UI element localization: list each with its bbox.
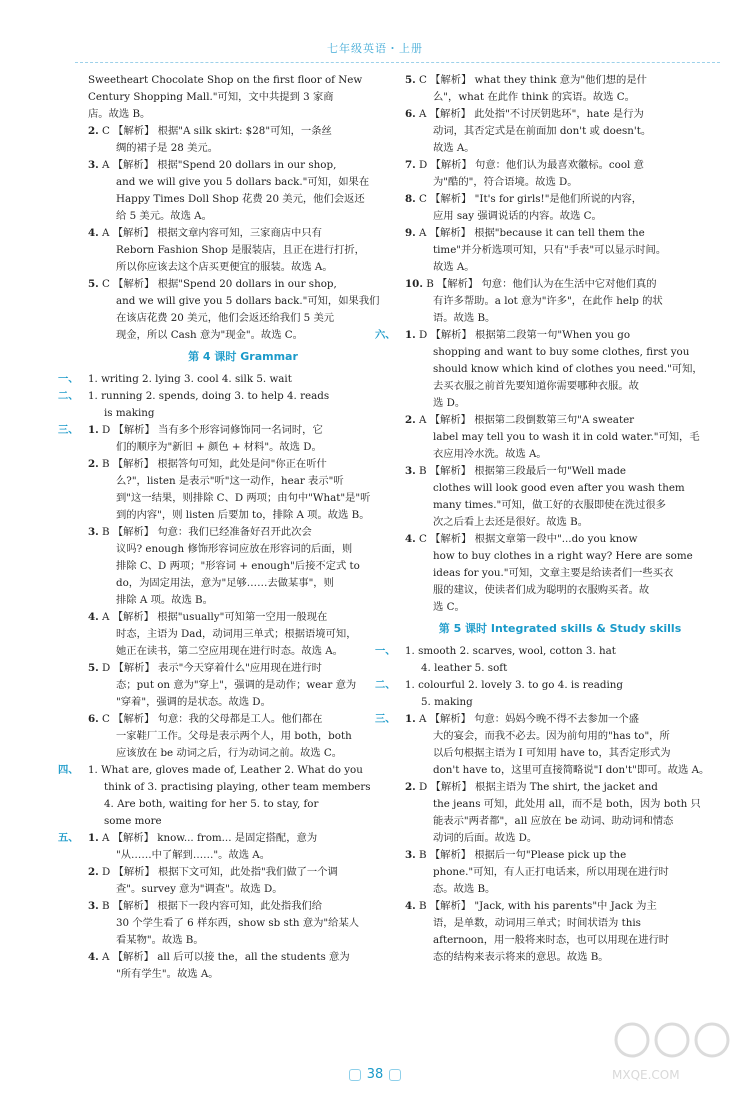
section-label: 五、: [58, 832, 79, 844]
answer-item: [88, 225, 398, 276]
answer-item: [405, 463, 715, 531]
text-line: 绸的裙子是 28 美元。: [116, 142, 219, 154]
answer-item: [405, 191, 715, 225]
text-line: [88, 898, 398, 915]
answer-item: [88, 524, 398, 609]
text-line: 议吗? enough 修饰形容词应放在形容词的后面，则: [116, 543, 353, 555]
text-line: clothes will look good even after you wash them: [433, 482, 685, 494]
item-number: 2.: [88, 458, 99, 470]
answer-item: [88, 422, 398, 456]
text-line: [88, 225, 398, 242]
text-line: [88, 864, 398, 881]
item-text: A 【解析】 根据"because it can tell them the: [419, 227, 645, 239]
item-text: C 【解析】 句意：我的父母都是工人。他们都在: [102, 713, 323, 725]
answer-item: [88, 949, 398, 983]
text-line: [405, 463, 715, 480]
text-line: [405, 157, 715, 174]
text-line: 一家鞋厂工作。父母是表示两个人，用 both，both: [116, 730, 352, 742]
text-line: 去买衣服之前首先要知道你需要哪种衣服。故: [433, 380, 639, 392]
text-line: 给 5 美元。故选 A。: [116, 210, 212, 222]
text-line: 态的结构来表示将来的意思。故选 B。: [433, 951, 609, 963]
text-line: 态。故选 B。: [433, 883, 496, 895]
item-number: 3.: [88, 900, 99, 912]
text-line: afternoon，用一般将来时态，也可以用现在进行时: [433, 934, 670, 946]
section-3: [58, 422, 398, 762]
text-line: 应用 say 强调说话的内容。故选 C。: [433, 210, 602, 222]
section-1: [58, 371, 398, 388]
text-line: [405, 72, 715, 89]
item-text: A 【解析】 all 后可以接 the，all the students 意为: [102, 951, 350, 963]
page-header: 七年级英语・上册: [327, 42, 423, 55]
item-text: C 【解析】 "It's for girls!"是他们所说的内容，: [419, 193, 643, 205]
text-line: some more: [104, 815, 162, 827]
text-line: 她正在读书，第二空应用现在进行时态。故选 A。: [116, 645, 343, 657]
text-line: "所有学生"。故选 A。: [116, 968, 219, 980]
item-number: 1.: [88, 424, 99, 436]
text-line: 么?"，listen 是表示"听"这一动作，hear 表示"听: [116, 475, 344, 487]
section-1: [375, 643, 715, 677]
section-label: 六、: [375, 329, 396, 341]
answer-item: [405, 779, 715, 847]
item-text: C 【解析】 根据"A silk skirt: $28"可知，一条丝: [102, 125, 332, 137]
answer-item: [88, 830, 398, 864]
item-text: A 【解析】 根据"Spend 20 dollars in our shop,: [102, 159, 337, 171]
text-line: [405, 106, 715, 123]
answer-item: [88, 660, 398, 711]
text-line: [88, 422, 398, 439]
text-line: 1. writing 2. lying 3. cool 4. silk 5. wait: [88, 373, 292, 385]
text-line: 1. running 2. spends, doing 3. to help 4. reads: [88, 390, 330, 402]
text-line: [88, 949, 398, 966]
text-line: 故选 A。: [433, 261, 475, 273]
text-line: shopping and want to buy some clothes, first you: [433, 346, 690, 358]
answer-item: [88, 456, 398, 524]
item-number: 6.: [405, 108, 416, 120]
text-line: 选 C。: [433, 601, 465, 613]
item-number: 10.: [405, 278, 423, 290]
item-text: D 【解析】 根据主语为 The shirt, the jacket and: [419, 781, 658, 793]
item-number: 1.: [88, 832, 99, 844]
answer-item: [88, 864, 398, 898]
text-line: 大的宴会，而我不必去。因为前句用的"has to"，所: [433, 730, 670, 742]
item-number: 1.: [405, 713, 416, 725]
section-label: 三、: [375, 713, 396, 725]
text-line: 语。故选 B。: [433, 312, 496, 324]
answer-item: [88, 609, 398, 660]
item-number: 4.: [88, 611, 99, 623]
text-line: Reborn Fashion Shop 是服装店，且正在进行打折，: [116, 244, 365, 256]
text-line: 1. smooth 2. scarves, wool, cotton 3. hat: [405, 645, 616, 657]
text-line: [405, 531, 715, 548]
text-line: many times."可知，做工好的衣服即使在洗过很多: [433, 499, 666, 511]
text-line: 衣应用冷水洗。故选 A。: [433, 448, 547, 460]
answer-item: [405, 157, 715, 191]
item-number: 2.: [88, 866, 99, 878]
text-line: the jeans 可知，此处用 all，而不是 both，因为 both 只: [433, 798, 701, 810]
section-2: [375, 677, 715, 711]
item-number: 5.: [88, 278, 99, 290]
text-line: and we will give you 5 dollars back."可知，如果在: [116, 176, 370, 188]
item-number: 3.: [405, 849, 416, 861]
section-2: [58, 388, 398, 422]
item-number: 3.: [88, 159, 99, 171]
text-line: 30 个学生看了 6 样东西，show sb sth 意为"给某人: [116, 917, 360, 929]
item-text: B 【解析】 根据后一句"Please pick up the: [419, 849, 627, 861]
text-line: 排除 C、D 两项；"形容词 + enough"后接不定式 to: [116, 560, 360, 572]
text-line: should know which kind of clothes you need."可知，: [433, 363, 703, 375]
text-line: 时态，主语为 Dad，动词用三单式；根据语境可知，: [116, 628, 357, 640]
item-text: A 【解析】 此处指"不讨厌钥匙环"，hate 是行为: [419, 108, 644, 120]
item-text: B 【解析】 句意：我们已经准备好召开此次会: [102, 526, 312, 538]
item-number: 3.: [405, 465, 416, 477]
item-text: D 【解析】 根据下文可知，此处指"我们做了一个调: [102, 866, 338, 878]
text-line: "穿着"，强调的是状态。故选 D。: [116, 696, 271, 708]
text-line: 排除 A 项。故选 B。: [116, 594, 213, 606]
text-line: [88, 609, 398, 626]
text-line: 动词的后面。故选 D。: [433, 832, 538, 844]
text-line: 态；put on 意为"穿上"，强调的是动作；wear 意为: [116, 679, 357, 691]
item-text: D 【解析】 句意：他们认为最喜欢徽标。cool 意: [419, 159, 644, 171]
section-6: [375, 327, 715, 616]
item-number: 6.: [88, 713, 99, 725]
answer-item: [405, 327, 715, 412]
item-number: 4.: [88, 951, 99, 963]
answer-item: [88, 898, 398, 949]
text-line: is making: [104, 407, 155, 419]
text-line: do，为固定用法，意为"足够……去做某事"，则: [116, 577, 334, 589]
text-line: Sweetheart Chocolate Shop on the first floor of New: [88, 74, 363, 86]
text-line: don't have to，这里可直接简略说"I don't"即可。故选 A。: [433, 764, 710, 776]
answer-item: [405, 72, 715, 106]
item-text: D 【解析】 当有多个形容词修饰同一名词时，它: [102, 424, 323, 436]
text-line: time"并分析选项可知，只有"手表"可以显示时间。: [433, 244, 667, 256]
text-line: ideas for you."可知，文章主要是给读者们一些买衣: [433, 567, 674, 579]
answer-item: [88, 711, 398, 762]
item-text: B 【解析】 根据下一段内容可知，此处指我们给: [102, 900, 323, 912]
item-number: 2.: [405, 414, 416, 426]
text-line: 服的建议，使读者们成为聪明的衣服购买者。故: [433, 584, 650, 596]
text-line: 们的顺序为"新旧 + 颜色 + 材料"。故选 D。: [116, 441, 322, 453]
text-line: 以后句根据主语为 I 可知用 have to，其否定形式为: [433, 747, 671, 759]
section-label: 三、: [58, 424, 79, 436]
text-line: [405, 898, 715, 915]
item-number: 4.: [405, 900, 416, 912]
section-label: 二、: [375, 679, 396, 691]
item-number: 4.: [88, 227, 99, 239]
text-line: 1. colourful 2. lovely 3. to go 4. is reading: [405, 679, 623, 691]
text-line: 应该放在 be 动词之后，行为动词之前。故选 C。: [116, 747, 343, 759]
item-number: 7.: [405, 159, 416, 171]
text-line: [88, 157, 398, 174]
text-line: [88, 660, 398, 677]
answer-item: [405, 847, 715, 898]
text-line: 4. Are both, waiting for her 5. to stay, for: [104, 798, 319, 810]
answer-item: [405, 106, 715, 157]
text-line: [405, 327, 715, 344]
section-3: [375, 711, 715, 966]
lesson-title: 第 4 课时 Grammar: [188, 350, 298, 363]
item-text: C 【解析】 根据"Spend 20 dollars in our shop,: [102, 278, 337, 290]
text-line: [405, 276, 715, 293]
item-text: A 【解析】 根据"usually"可知第一空用一般现在: [102, 611, 328, 623]
text-line: and we will give you 5 dollars back."可知，如果我们: [116, 295, 380, 307]
answer-item: [88, 157, 398, 225]
item-number: 9.: [405, 227, 416, 239]
text-line: 么"，what 在此作 think 的宾语。故选 C。: [433, 91, 635, 103]
item-number: 2.: [88, 125, 99, 137]
text-line: [405, 191, 715, 208]
answer-item: [405, 531, 715, 616]
header-divider: [75, 62, 720, 63]
answer-item: [405, 711, 715, 779]
answer-item: [88, 123, 398, 157]
text-line: 查"。survey 意为"调查"。故选 D。: [116, 883, 283, 895]
text-line: 语，是单数，动词用三单式；时间状语为 this: [433, 917, 641, 929]
text-line: 现金，所以 Cash 意为"现金"。故选 C。: [116, 329, 303, 341]
item-text: C 【解析】 根据文章第一段中"...do you know: [419, 533, 638, 545]
watermark-logo-icon: [612, 1020, 732, 1060]
item-text: D 【解析】 根据第二段第一句"When you go: [419, 329, 631, 341]
text-line: [405, 779, 715, 796]
page-number: 38: [345, 1064, 405, 1086]
right-column: [375, 72, 715, 966]
text-line: 动词，其否定式是在前面加 don't 或 doesn't。: [433, 125, 652, 137]
text-line: Century Shopping Mall."可知，文中共提到 3 家商: [88, 91, 334, 103]
item-text: B 【解析】 "Jack, with his parents"中 Jack 为主: [419, 900, 657, 912]
item-text: C 【解析】 what they think 意为"他们想的是什: [419, 74, 647, 86]
text-line: [88, 276, 398, 293]
answer-item: [405, 276, 715, 327]
text-line: 店。故选 B。: [88, 108, 151, 120]
item-number: 5.: [88, 662, 99, 674]
item-number: 5.: [405, 74, 416, 86]
text-line: [405, 225, 715, 242]
text-line: 能表示"两者都"，all 应放在 be 动词、助动词和情态: [433, 815, 674, 827]
item-text: A 【解析】 根据文章内容可知，三家商店中只有: [102, 227, 322, 239]
text-line: 1. What are, gloves made of, Leather 2. What do you: [88, 764, 363, 776]
text-line: 次之后看上去还是很好。故选 B。: [433, 516, 588, 528]
text-line: 到的内容"，则 listen 后要加 to，排除 A 项。故选 B。: [116, 509, 370, 521]
text-line: phone."可知，有人正打电话来，所以用现在进行时: [433, 866, 669, 878]
item-text: B 【解析】 句意：他们认为在生活中它对他们真的: [426, 278, 657, 290]
text-line: 看某物"。故选 B。: [116, 934, 204, 946]
text-line: 到"这一结果，则排除 C、D 两项；由句中"What"是"听: [116, 492, 371, 504]
section-label: 四、: [58, 764, 79, 776]
section-4: [58, 762, 398, 830]
item-number: 8.: [405, 193, 416, 205]
text-line: [405, 847, 715, 864]
item-number: 2.: [405, 781, 416, 793]
text-line: [88, 524, 398, 541]
section-5: [58, 830, 398, 983]
text-line: [88, 123, 398, 140]
text-line: 5. making: [421, 696, 473, 708]
section-label: 一、: [58, 373, 79, 385]
text-line: "从……中了解到……"。故选 A。: [116, 849, 271, 861]
text-line: 选 D。: [433, 397, 466, 409]
item-number: 1.: [405, 329, 416, 341]
answer-item: [88, 276, 398, 344]
section-label: 一、: [375, 645, 396, 657]
text-line: [88, 711, 398, 728]
lesson-title: 第 5 课时 Integrated skills & Study skills: [438, 622, 682, 635]
answer-item: [405, 412, 715, 463]
text-line: how to buy clothes in a right way? Here are some: [433, 550, 693, 562]
text-line: [88, 456, 398, 473]
left-column: [58, 72, 398, 983]
text-line: 4. leather 5. soft: [421, 662, 508, 674]
item-text: A 【解析】 know... from... 是固定搭配，意为: [102, 832, 318, 844]
text-line: think of 3. practising playing, other team members: [104, 781, 371, 793]
text-line: [405, 412, 715, 429]
item-text: A 【解析】 根据第二段倒数第三句"A sweater: [419, 414, 635, 426]
item-number: 3.: [88, 526, 99, 538]
item-text: B 【解析】 根据答句可知，此处是问"你正在听什: [102, 458, 327, 470]
text-line: [405, 711, 715, 728]
item-text: A 【解析】 句意：妈妈今晚不得不去参加一个盛: [419, 713, 639, 725]
text-line: 所以你应该去这个店买更便宜的服装。故选 A。: [116, 261, 333, 273]
item-text: B 【解析】 根据第三段最后一句"Well made: [419, 465, 627, 477]
text-line: [88, 830, 398, 847]
section-label: 二、: [58, 390, 79, 402]
item-number: 4.: [405, 533, 416, 545]
answer-item: [405, 225, 715, 276]
text-line: 故选 A。: [433, 142, 475, 154]
text-line: Happy Times Doll Shop 花费 20 美元，他们会返还: [116, 193, 365, 205]
item-text: D 【解析】 表示"今天穿着什么"应用现在进行时: [102, 662, 322, 674]
text-line: 在该店花费 20 美元，他们会返还给我们 5 美元: [116, 312, 335, 324]
text-line: 为"酷的"，符合语境。故选 D。: [433, 176, 578, 188]
watermark-text: MXQE.COM: [612, 1068, 680, 1082]
answer-item: [405, 898, 715, 966]
text-line: label may tell you to wash it in cold water."可知，毛: [433, 431, 700, 443]
text-line: 有许多帮助。a lot 意为"许多"，在此作 help 的状: [433, 295, 663, 307]
